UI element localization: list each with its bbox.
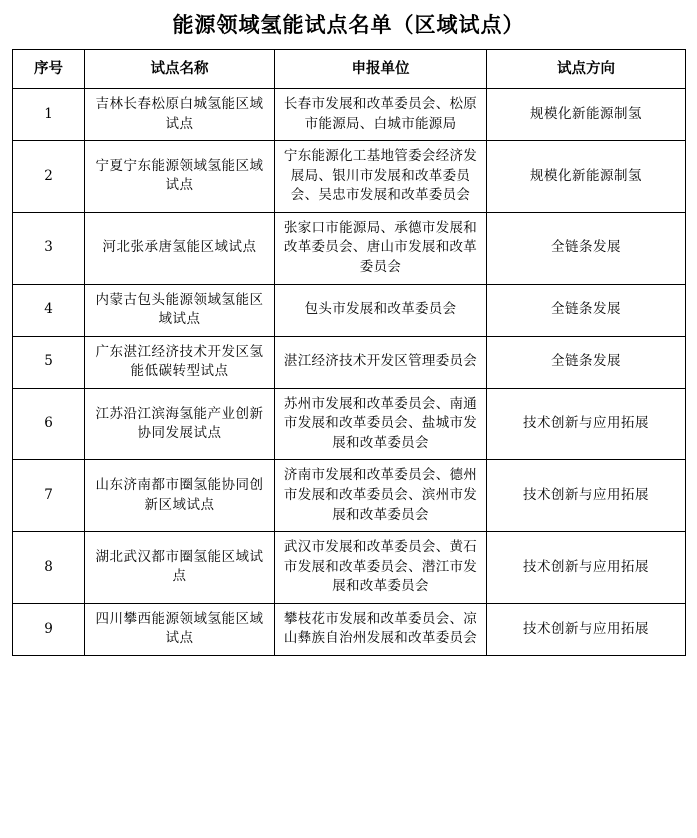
- cell-name: 河北张承唐氢能区域试点: [85, 212, 275, 284]
- cell-name: 广东湛江经济技术开发区氢能低碳转型试点: [85, 336, 275, 388]
- cell-no: 5: [13, 336, 85, 388]
- column-header-no: 序号: [13, 50, 85, 89]
- cell-unit: 湛江经济技术开发区管理委员会: [275, 336, 487, 388]
- cell-direction: 技术创新与应用拓展: [487, 603, 686, 655]
- cell-direction: 技术创新与应用拓展: [487, 460, 686, 532]
- cell-unit: 长春市发展和改革委员会、松原市能源局、白城市能源局: [275, 89, 487, 141]
- column-header-name: 试点名称: [85, 50, 275, 89]
- cell-unit: 苏州市发展和改革委员会、南通市发展和改革委员会、盐城市发展和改革委员会: [275, 388, 487, 460]
- cell-no: 8: [13, 532, 85, 604]
- cell-no: 2: [13, 141, 85, 213]
- cell-unit: 张家口市能源局、承德市发展和改革委员会、唐山市发展和改革委员会: [275, 212, 487, 284]
- cell-name: 内蒙古包头能源领域氢能区域试点: [85, 284, 275, 336]
- cell-name: 四川攀西能源领域氢能区域试点: [85, 603, 275, 655]
- table-container: [0, 49, 697, 656]
- cell-direction: 技术创新与应用拓展: [487, 532, 686, 604]
- column-header-unit: 申报单位: [275, 50, 487, 89]
- table-row: [13, 336, 686, 388]
- table-row: [13, 388, 686, 460]
- cell-name: 宁夏宁东能源领域氢能区域试点: [85, 141, 275, 213]
- cell-direction: 全链条发展: [487, 212, 686, 284]
- column-header-direction: 试点方向: [487, 50, 686, 89]
- table-row: [13, 141, 686, 213]
- cell-unit: 包头市发展和改革委员会: [275, 284, 487, 336]
- cell-no: 3: [13, 212, 85, 284]
- cell-name: 湖北武汉都市圈氢能区域试点: [85, 532, 275, 604]
- table-row: [13, 284, 686, 336]
- table-row: [13, 212, 686, 284]
- table-row: [13, 603, 686, 655]
- page-title: 能源领域氢能试点名单（区域试点）: [172, 12, 525, 37]
- cell-unit: 武汉市发展和改革委员会、黄石市发展和改革委员会、潜江市发展和改革委员会: [275, 532, 487, 604]
- cell-no: 1: [13, 89, 85, 141]
- table-row: [13, 89, 686, 141]
- hydrogen-pilot-table: [12, 49, 686, 656]
- cell-direction: 全链条发展: [487, 284, 686, 336]
- cell-no: 6: [13, 388, 85, 460]
- table-header-row: [13, 50, 686, 89]
- cell-direction: 技术创新与应用拓展: [487, 388, 686, 460]
- cell-no: 4: [13, 284, 85, 336]
- cell-no: 7: [13, 460, 85, 532]
- table-row: [13, 460, 686, 532]
- cell-unit: 攀枝花市发展和改革委员会、凉山彝族自治州发展和改革委员会: [275, 603, 487, 655]
- cell-no: 9: [13, 603, 85, 655]
- cell-name: 吉林长春松原白城氢能区域试点: [85, 89, 275, 141]
- cell-unit: 济南市发展和改革委员会、德州市发展和改革委员会、滨州市发展和改革委员会: [275, 460, 487, 532]
- cell-unit: 宁东能源化工基地管委会经济发展局、银川市发展和改革委员会、吴忠市发展和改革委员会: [275, 141, 487, 213]
- table-body: [13, 89, 686, 656]
- cell-name: 山东济南都市圈氢能协同创新区域试点: [85, 460, 275, 532]
- cell-direction: 全链条发展: [487, 336, 686, 388]
- cell-direction: 规模化新能源制氢: [487, 89, 686, 141]
- cell-name: 江苏沿江滨海氢能产业创新协同发展试点: [85, 388, 275, 460]
- table-row: [13, 532, 686, 604]
- cell-direction: 规模化新能源制氢: [487, 141, 686, 213]
